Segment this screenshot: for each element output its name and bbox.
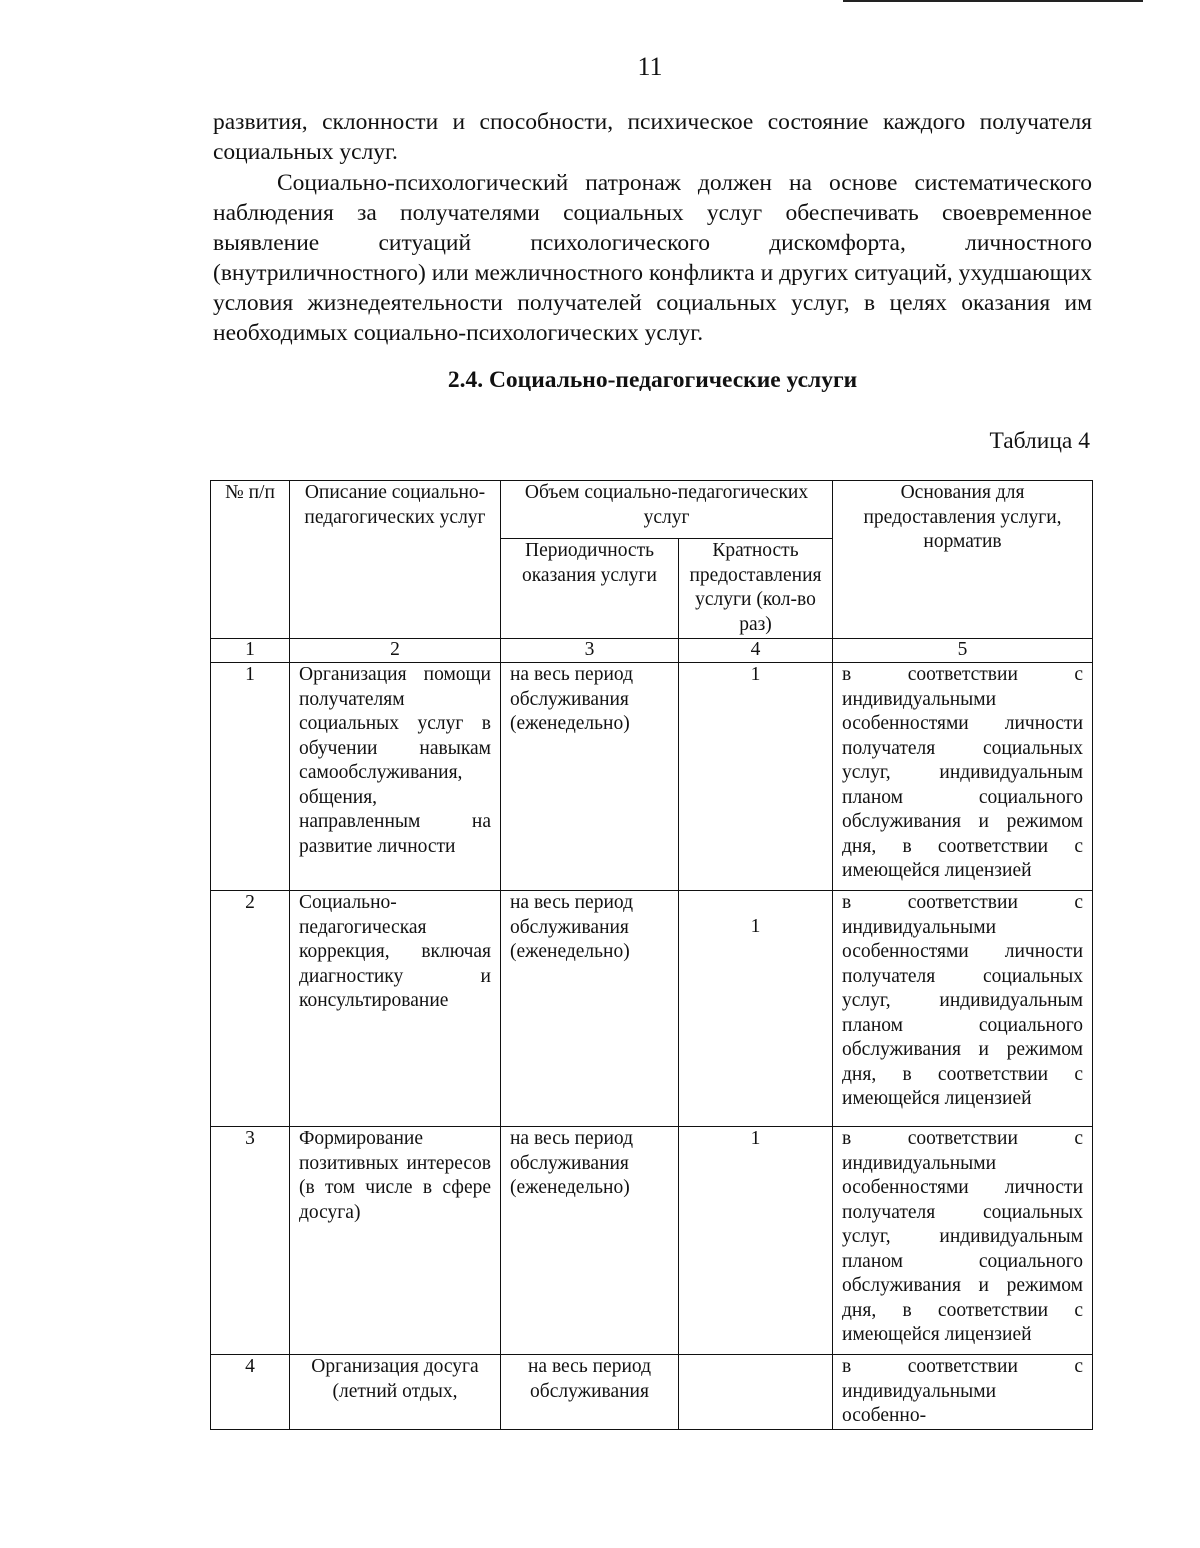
service-periodicity: на весь период обслуживания (еженедельно) <box>501 1127 679 1355</box>
column-number: 2 <box>290 639 501 663</box>
header-volume: Объем социально-педагогических услуг <box>501 481 833 539</box>
table-row <box>211 663 1093 891</box>
table-row <box>211 1355 1093 1430</box>
service-count <box>679 1355 833 1430</box>
service-basis: в соответствии с индивидуальными особенно- <box>833 1355 1093 1430</box>
service-basis: в соответствии с индивидуальными особенностями личности получателя социальных услуг, индивидуальным планом социального обслуживания и режимом дня, в соответствии с имеющейся лицензией <box>833 663 1093 891</box>
top-rule <box>843 0 1143 2</box>
paragraph-2: Социально-психологический патронаж должен на основе систематического наблюдения за получателями социальных услуг обеспечивать своевременное выявление ситуаций психологического дискомфорта, личностного (внутриличностного) или межличностного конфликта и других ситуаций, ухудшающих условия жизнедеятельности получателей социальных услуг, в целях оказания им необходимых социально-психологических услуг. <box>213 170 1092 346</box>
header-basis: Основания для предоставления услуги, норматив <box>833 481 1093 639</box>
table-row <box>211 891 1093 1127</box>
service-count: 1 <box>679 663 833 891</box>
service-count: 1 <box>679 1127 833 1355</box>
service-description: Организация помощи получателям социальных услуг в обучении навыкам самообслуживания, общения, направленным на развитие личности <box>290 663 501 891</box>
service-description: Организация досуга (летний отдых, <box>290 1355 501 1430</box>
service-count: 1 <box>679 891 833 1127</box>
service-basis: в соответствии с индивидуальными особенностями личности получателя социальных услуг, индивидуальным планом социального обслуживания и режимом дня, в соответствии с имеющейся лицензией <box>833 891 1093 1127</box>
table-row <box>211 1127 1093 1355</box>
column-number: 1 <box>211 639 290 663</box>
row-number: 4 <box>211 1355 290 1430</box>
paragraph-1: развития, склонности и способности, психическое состояние каждого получателя социальных услуг. <box>213 109 1092 165</box>
service-periodicity: на весь период обслуживания (еженедельно) <box>501 891 679 1127</box>
services-table <box>210 480 1093 1430</box>
service-periodicity: на весь период обслуживания <box>501 1355 679 1430</box>
service-basis: в соответствии с индивидуальными особенностями личности получателя социальных услуг, индивидуальным планом социального обслуживания и режимом дня, в соответствии с имеющейся лицензией <box>833 1127 1093 1355</box>
header-periodicity: Периодичность оказания услуги <box>501 539 679 639</box>
row-number: 3 <box>211 1127 290 1355</box>
section-title: 2.4. Социально-педагогические услуги <box>447 367 858 393</box>
service-description: Формирование позитивных интересов (в том числе в сфере досуга) <box>290 1127 501 1355</box>
header-description: Описание социально-педагогических услуг <box>290 481 501 639</box>
header-number: № п/п <box>211 481 290 639</box>
header-count: Кратность предоставления услуги (кол-во раз) <box>679 539 833 639</box>
row-number: 2 <box>211 891 290 1127</box>
table-label: Таблица 4 <box>989 428 1090 454</box>
page-number: 11 <box>637 52 663 81</box>
service-description: Социально-педагогическая коррекция, включая диагностику и консультирование <box>290 891 501 1127</box>
service-periodicity: на весь период обслуживания (еженедельно) <box>501 663 679 891</box>
column-number: 3 <box>501 639 679 663</box>
row-number: 1 <box>211 663 290 891</box>
column-number: 4 <box>679 639 833 663</box>
column-number: 5 <box>833 639 1093 663</box>
